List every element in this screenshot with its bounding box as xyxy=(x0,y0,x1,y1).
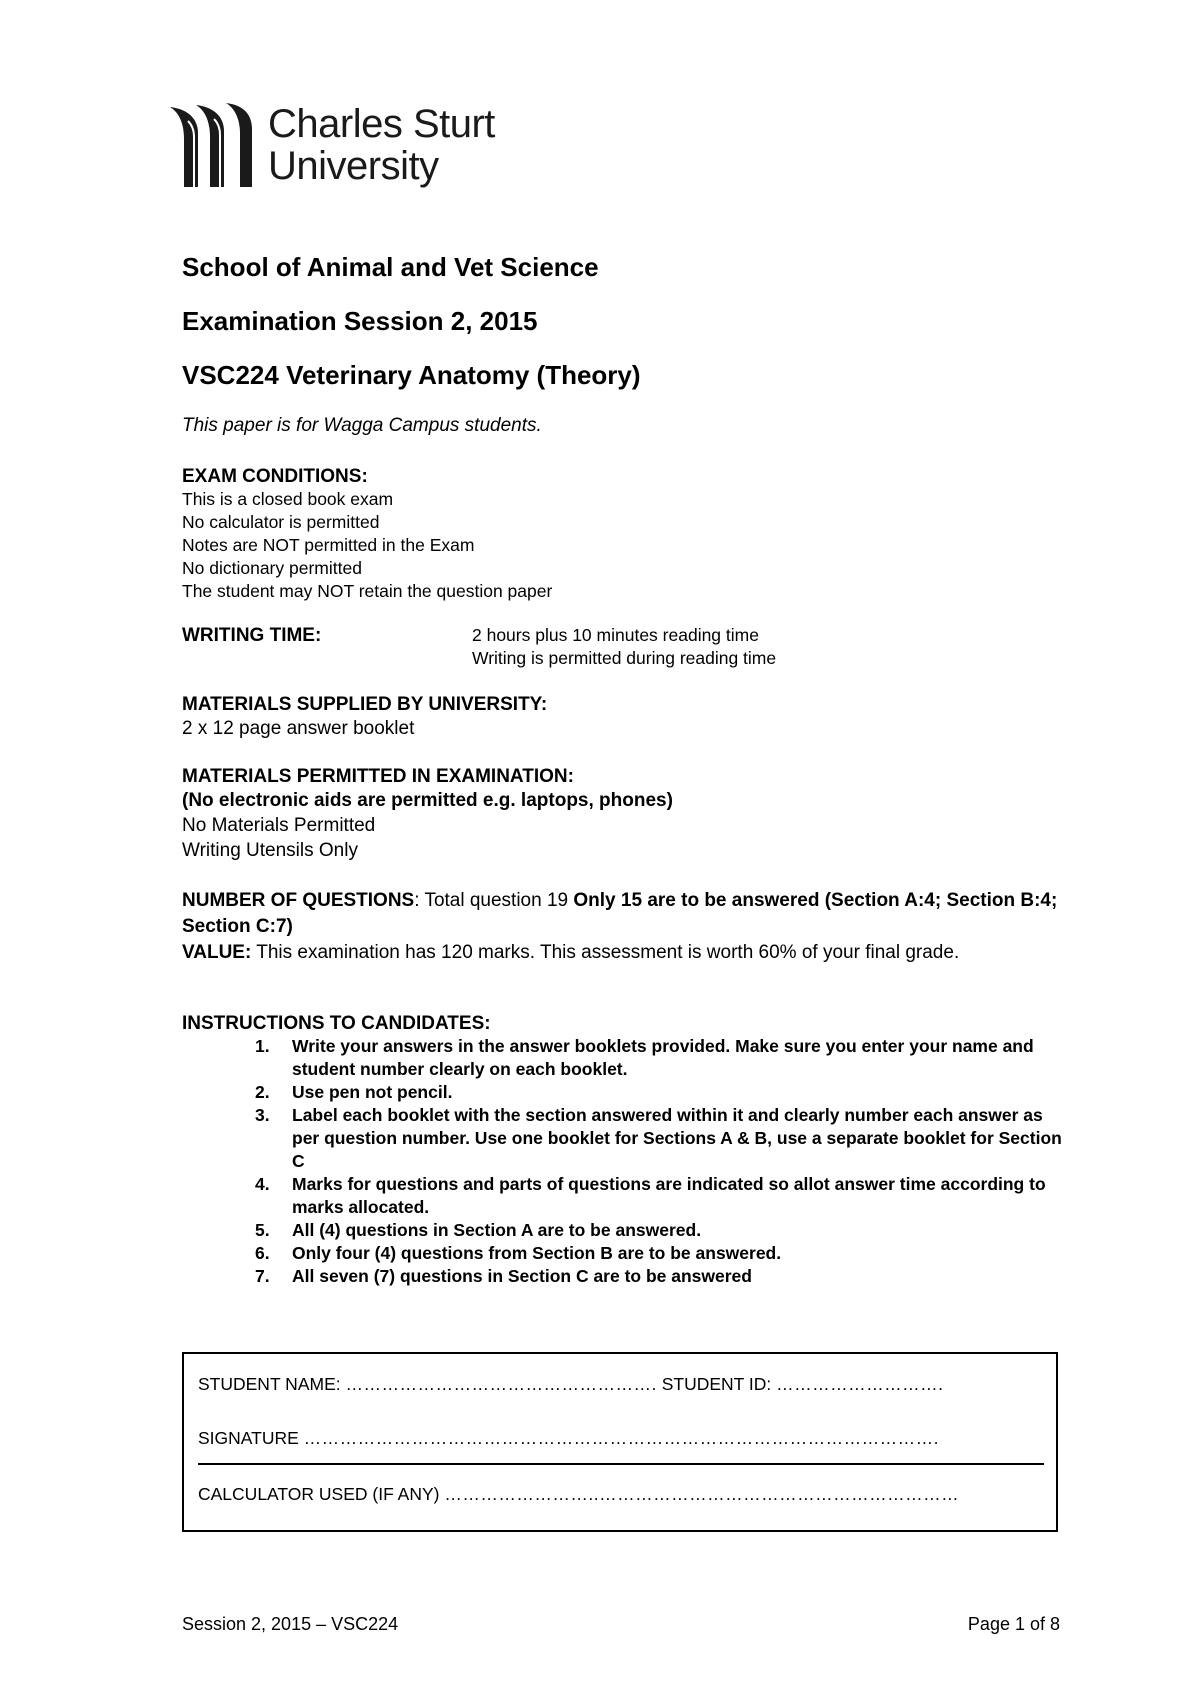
student-id-label: STUDENT ID: xyxy=(661,1374,772,1394)
writing-time-label: WRITING TIME: xyxy=(182,625,322,646)
writing-time-line: Writing is permitted during reading time xyxy=(472,648,777,668)
exam-conditions xyxy=(182,465,552,603)
footer-session: Session 2, 2015 – VSC224 xyxy=(182,1614,399,1634)
instructions-heading: INSTRUCTIONS TO CANDIDATES: xyxy=(182,1013,491,1034)
signature-label: SIGNATURE xyxy=(198,1428,299,1448)
condition-line: This is a closed book exam xyxy=(182,489,394,509)
footer-page-number: Page 1 of 8 xyxy=(967,1614,1060,1634)
calculator-field[interactable]: ……………………..…………………………………………………… xyxy=(444,1484,960,1504)
instruction-item: 3. Label each booklet with the section answered within it and clearly number each answer as per question number. Use one booklet for Sections A & B, use a separate booklet for Section C xyxy=(255,1105,1062,1171)
number-of-questions xyxy=(182,888,1062,940)
instruction-item: 7. All seven (7) questions in Section C are to be answered xyxy=(255,1266,752,1286)
student-name-row xyxy=(198,1374,944,1395)
value-text: This examination has 120 marks. This assessment is worth 60% of your final grade. xyxy=(251,942,960,963)
university-name-line2: University xyxy=(268,144,439,188)
signature-field[interactable]: ……………………………………………………………………………………………. xyxy=(303,1428,940,1448)
materials-supplied xyxy=(182,693,547,741)
signature-row xyxy=(198,1428,939,1449)
questions-text: : Total question 19 xyxy=(414,890,574,911)
university-name xyxy=(268,103,495,187)
materials-permitted-line: Writing Utensils Only xyxy=(182,840,358,861)
questions-bold-text: Only 15 are to be answered (Section A:4; Section B:4; Section C:7) xyxy=(182,890,1058,937)
box-divider xyxy=(198,1463,1044,1465)
condition-line: The student may NOT retain the question paper xyxy=(182,581,553,601)
campus-note: This paper is for Wagga Campus students. xyxy=(182,415,542,436)
materials-permitted-heading: MATERIALS PERMITTED IN EXAMINATION: xyxy=(182,766,574,787)
instructions xyxy=(182,1012,1062,1288)
instruction-item: 5. All (4) questions in Section A are to be answered. xyxy=(255,1220,702,1240)
exam-value xyxy=(182,940,1062,966)
writing-time xyxy=(182,624,776,670)
subject-title: VSC224 Veterinary Anatomy (Theory) xyxy=(182,360,641,390)
university-crest-icon xyxy=(168,103,256,188)
instruction-item: 1. Write your answers in the answer booklets provided. Make sure you enter your name and student number clearly on each booklet. xyxy=(255,1036,1034,1079)
materials-permitted-line: No Materials Permitted xyxy=(182,815,376,836)
calculator-row xyxy=(198,1484,959,1505)
materials-permitted xyxy=(182,765,673,863)
instruction-item: 2. Use pen not pencil. xyxy=(255,1082,453,1102)
writing-time-line: 2 hours plus 10 minutes reading time xyxy=(472,625,759,645)
instructions-list xyxy=(182,1035,1062,1288)
calculator-label: CALCULATOR USED (IF ANY) xyxy=(198,1484,440,1504)
materials-permitted-note: (No electronic aids are permitted e.g. laptops, phones) xyxy=(182,790,673,811)
student-details-box xyxy=(182,1352,1058,1532)
questions-label: NUMBER OF QUESTIONS xyxy=(182,890,415,911)
school-title: School of Animal and Vet Science xyxy=(182,252,599,282)
condition-line: No calculator is permitted xyxy=(182,512,380,532)
condition-line: No dictionary permitted xyxy=(182,558,362,578)
instruction-item: 6. Only four (4) questions from Section B are to be answered. xyxy=(255,1243,782,1263)
materials-supplied-text: 2 x 12 page answer booklet xyxy=(182,718,415,739)
student-name-field[interactable]: ……………………………………………. xyxy=(345,1374,657,1394)
student-name-label: STUDENT NAME: xyxy=(198,1374,341,1394)
value-label: VALUE: xyxy=(182,942,252,963)
instruction-item: 4. Marks for questions and parts of questions are indicated so allot answer time according to marks allocated. xyxy=(255,1174,1046,1217)
session-title: Examination Session 2, 2015 xyxy=(182,306,538,336)
materials-supplied-heading: MATERIALS SUPPLIED BY UNIVERSITY: xyxy=(182,694,548,715)
exam-conditions-heading: EXAM CONDITIONS: xyxy=(182,466,368,487)
condition-line: Notes are NOT permitted in the Exam xyxy=(182,535,475,555)
student-id-field[interactable]: ………………………. xyxy=(776,1374,944,1394)
university-logo xyxy=(168,103,495,188)
university-name-line1: Charles Sturt xyxy=(268,102,495,146)
